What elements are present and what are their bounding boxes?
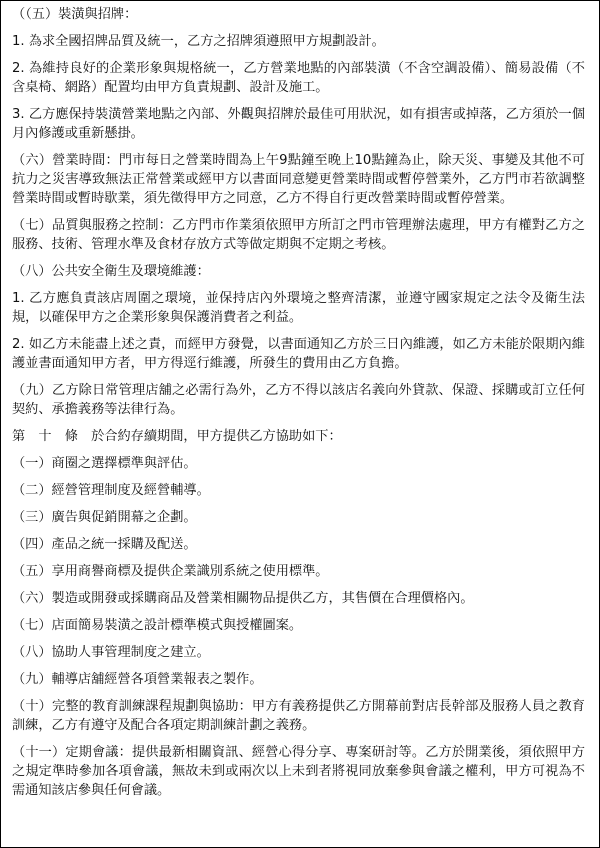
list-item: （六）製造或開發或採購商品及營業相關物品提供乙方，其售價在合理價格內。 — [12, 591, 474, 606]
list-item: （三）廣告與促銷開幕之企劃。 — [12, 510, 197, 525]
section-paragraph: （七）品質與服務之控制：乙方門市作業須依照甲方所訂之門市管理辦法處理，甲方有權對乙方之服務、技術、管理水準及食材存放方式等做定期與不定期之考核。 — [12, 218, 585, 252]
clause-item: 2. 為維持良好的企業形象與規格統一，乙方營業地點的內部裝潢（不含空調設備）、簡易設備（不含桌椅、網路）配置均由甲方負責規劃、設計及施工。 — [12, 61, 585, 95]
list-item: （十一）定期會議：提供最新相關資訊、經營心得分享、專案研討等。乙方於開業後，須依照甲方之規定準時參加各項會議，無故未到或兩次以上未到者將視同放棄參與會議之權利，甲方可視為不需通知該店參與任何會議。 — [12, 745, 585, 798]
list-item: （十）完整的教育訓練課程規劃與協助：甲方有義務提供乙方開幕前對店長幹部及服務人員之教育訓練，乙方有遵守及配合各項定期訓練計劃之義務。 — [12, 699, 585, 733]
clause-item: 3. 乙方應保持裝潢營業地點之內部、外觀與招牌於最佳可用狀況，如有損害或掉落，乙方須於一個月內修護或重新懸掛。 — [12, 107, 585, 141]
list-item: （五）享用商譽商標及提供企業識別系統之使用標準。 — [12, 564, 329, 579]
list-item: （八）協助人事管理制度之建立。 — [12, 645, 210, 660]
document-body — [12, 5, 585, 808]
list-item: （七）店面簡易裝潢之設計標準模式與授權圖案。 — [12, 618, 303, 633]
list-item: （九）輔導店舖經營各項營業報表之製作。 — [12, 672, 263, 687]
clause-item: 1. 乙方應負責該店周圍之環境，並保持店內外環境之整齊清潔，並遵守國家規定之法令及衛生法規，以確保甲方之企業形象與保護消費者之利益。 — [12, 291, 585, 325]
list-item: （一）商圈之選擇標準與評估。 — [12, 456, 197, 471]
clause-item: 1. 為求全國招牌品質及統一，乙方之招牌須遵照甲方規劃設計。 — [12, 34, 385, 49]
section-paragraph: （六）營業時間：門市每日之營業時間為上午9點鐘至晚上10點鐘為止，除天災、事變及其他不可抗力之災害導致無法正常營業或經甲方以書面同意變更營業時間或暫停營業外，乙方門市若欲調整營業時間或暫時歇業，須先徵得甲方之同意，乙方不得自行更改營業時間或暫停營業。 — [12, 153, 585, 206]
clause-item: 2. 如乙方未能盡上述之責，而經甲方發覺，以書面通知乙方於三日內維護，如乙方未能於限期內維護並書面通知甲方者，甲方得逕行維護，所發生的費用由乙方負擔。 — [12, 337, 585, 371]
section-heading: （八）公共安全衛生及環境維護： — [12, 264, 210, 279]
section-heading: （（五）裝潢與招牌： — [12, 7, 138, 22]
list-item: （二）經營管理制度及經營輔導。 — [12, 483, 210, 498]
list-item: （四）產品之統一採購及配送。 — [12, 537, 197, 552]
section-paragraph: （九）乙方除日常管理店舖之必需行為外，乙方不得以該店名義向外貸款、保證、採購或訂立任何契約、承擔義務等法律行為。 — [12, 383, 585, 417]
article-heading: 第 十 條 於合約存續期間，甲方提供乙方協助如下： — [12, 429, 342, 444]
